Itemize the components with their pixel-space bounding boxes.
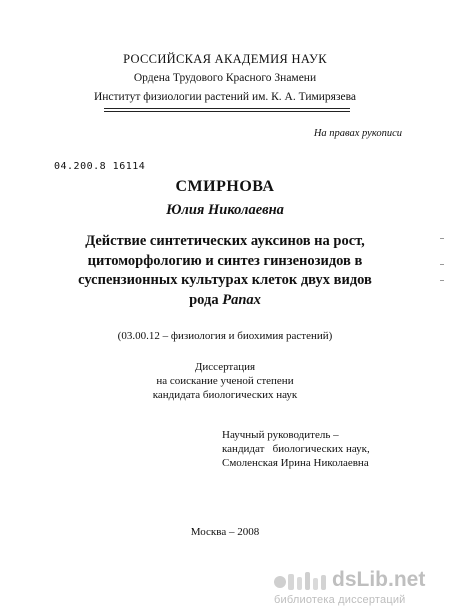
archive-code: 04.200.8 16114 [54,161,146,172]
dissertation-degree [0,360,450,402]
title-line-4 [40,291,410,311]
advisor-line-3: Смоленская Ирина Николаевна [222,457,369,469]
advisor-line-1: Научный руководитель – [222,429,339,441]
title-line-3: суспензионных культурах клеток двух видов [78,272,372,288]
scan-mark [440,238,444,239]
degree-line-2: на соискание ученой степени [156,375,294,387]
title-line-1: Действие синтетических ауксинов на рост, [85,233,365,249]
city-year: Москва – 2008 [190,526,260,538]
header-rule-bottom [104,111,350,112]
dissertation-title [40,232,410,310]
scientific-advisor [222,428,370,470]
watermark-subtitle: библиотека диссертаций [274,594,406,606]
institute-name: Институт физиологии растений им. К. А. Тимирязева [93,91,357,103]
academy-name: РОССИЙСКАЯ АКАДЕМИЯ НАУК [123,52,327,66]
author-surname: СМИРНОВА [175,178,275,195]
watermark-brand: dsLib.net [332,568,426,591]
scan-mark [440,264,444,265]
dslib-watermark[interactable] [272,566,436,608]
advisor-line-2: кандидат биологических наук, [222,443,370,455]
specialty-code: (03.00.12 – физиология и биохимия растений) [117,330,333,342]
title-genus: Panax [222,291,261,308]
scan-mark [440,280,444,281]
dslib-logo-icon [272,568,330,596]
author-name: Юлия Николаевна [166,202,284,218]
title-line-2: цитоморфологию и синтез гинзенозидов в [87,252,363,269]
title-line-4-prefix: рода [189,291,223,308]
manuscript-rights: На правах рукописи [313,128,402,139]
degree-line-1: Диссертация [194,361,256,373]
degree-line-3: кандидата биологических наук [152,389,298,401]
header-rule-top [104,108,350,109]
order-name: Ордена Трудового Красного Знамени [133,72,317,84]
